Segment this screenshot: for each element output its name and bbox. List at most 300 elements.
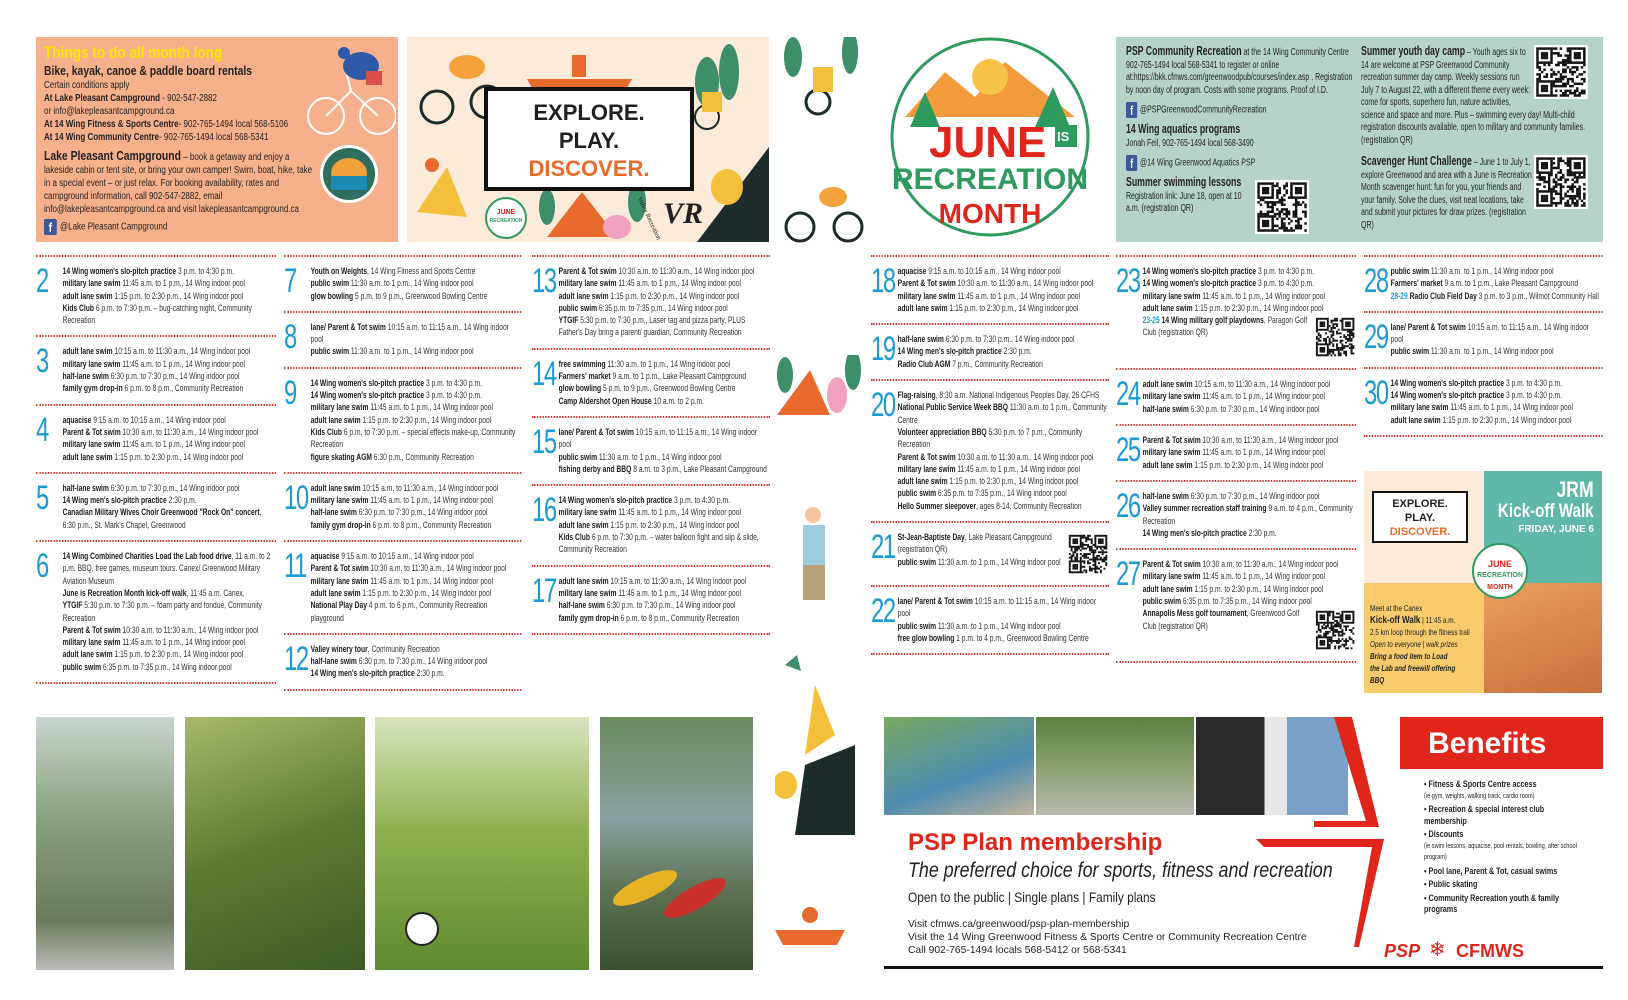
event-name: military lane swim <box>62 278 121 290</box>
event-name: Valley winery tour <box>310 643 368 655</box>
event-details: 6:30 p.m., Community Recreation <box>371 451 474 463</box>
qr-code-holder <box>1534 155 1592 217</box>
event-name: Flag-raising <box>897 390 936 402</box>
event-entry <box>559 291 770 303</box>
event-details: 9:15 a.m. to 10:15 a.m., 14 Wing indoor pool <box>339 551 474 563</box>
event-details: 6:30 p.m. to 7:30 p.m., 14 Wing indoor pool <box>943 334 1075 346</box>
photo-kayaks <box>600 717 753 970</box>
event-details: 6:30 p.m. to 7:30 p.m., 14 Wing indoor pool <box>1188 403 1320 415</box>
event-entry <box>311 563 521 575</box>
event-name: Parent & Tot swim <box>897 451 956 463</box>
psp-plan-phone: Call 902-765-1494 locals 568-5412 or 568-5341 <box>908 945 1127 956</box>
event-details: 10:15 a.m. to 11:15 a.m., 14 Wing indoor pool <box>558 426 757 451</box>
event-details: 6:35 p.m. to 7:35 p.m., 14 Wing indoor pool <box>101 661 232 673</box>
event-details: 10:30 a.m. to 11:30 a.m., 14 Wing indoor pool <box>120 426 259 438</box>
divider <box>1116 661 1356 663</box>
event-entry <box>898 596 1109 621</box>
event-entry <box>898 501 1109 513</box>
event-entry <box>311 668 521 680</box>
event-name: Farmers' market <box>1390 278 1443 290</box>
kickoff-loop: 2.5 km loop through the fitness trail <box>1370 628 1470 637</box>
day-number: 27 <box>1116 559 1140 594</box>
event-name: military lane swim <box>62 637 121 649</box>
event-name: 14 Wing women's slo-pitch practice <box>1390 390 1505 402</box>
event-entry <box>1391 402 1603 414</box>
event-entry <box>311 390 521 402</box>
calendar-day <box>532 565 770 633</box>
calendar-column <box>532 255 770 635</box>
aquatics-facebook[interactable]: @14 Wing Greenwood Aquatics PSP <box>1140 157 1256 169</box>
event-entry <box>898 303 1109 315</box>
event-name: Parent & Tot swim <box>1142 559 1201 571</box>
event-entry <box>63 649 276 661</box>
campground-text: – book a getaway and enjoy a lakeside cabin or tent site, or bring your own camper! Swim, boat, hike, take in a special event – or just relax. For booking availability, rates and campground information, call 902-547-2882, email info@lakepleasantcampground.ca and visit lakepleasantcampground.ca <box>44 152 313 215</box>
event-details: 3 p.m. to 4:30 p.m. <box>1504 377 1562 389</box>
event-details: 3 p.m. to 4:30 p.m. <box>424 390 482 402</box>
calendar-day <box>284 311 521 367</box>
lake-email[interactable]: or info@lakepleasantcampground.ca <box>44 106 175 117</box>
event-entry <box>63 346 276 358</box>
event-name: aquacise <box>897 266 927 277</box>
event-entry <box>1143 447 1356 459</box>
event-details: 9 a.m. to 4 p.m., Community Recreation <box>1142 503 1353 527</box>
camping-hiking-illustration <box>775 355 870 955</box>
event-entry <box>63 452 276 464</box>
event-entry <box>311 452 521 464</box>
event-entry <box>559 576 770 588</box>
event-details: 2:30 p.m. <box>1246 527 1277 539</box>
event-name: military lane swim <box>62 439 121 451</box>
event-entry <box>1143 503 1356 528</box>
event-entry <box>63 303 276 328</box>
divider <box>532 633 770 635</box>
aquatics-contact: Jonah Feil, 902-765-1494 local 568-3490 <box>1126 137 1254 149</box>
event-details: 1:15 p.m. to 2:30 p.m., 14 Wing indoor pool <box>608 290 740 302</box>
event-details: 2:30 p.m. <box>1001 346 1032 358</box>
event-entry <box>63 495 276 507</box>
event-entry <box>898 359 1109 371</box>
event-entry <box>559 359 770 371</box>
bottom-rule <box>884 966 1603 969</box>
event-details: 6:35 p.m. to 7:35 p.m., 14 Wing indoor pool <box>936 488 1067 500</box>
event-name: Kids Club <box>62 302 94 314</box>
photo-family-soccer <box>375 717 589 970</box>
event-name: Farmers' market <box>558 371 611 383</box>
event-entry <box>898 452 1109 464</box>
event-name: aquacise <box>62 414 92 426</box>
event-entry <box>63 507 276 532</box>
calendar-day <box>1116 255 1356 368</box>
day-number: 29 <box>1364 321 1388 356</box>
event-name: public swim <box>62 661 102 673</box>
benefit-label: Discounts <box>1428 829 1464 839</box>
day-number: 8 <box>284 321 296 356</box>
event-entry <box>898 266 1109 278</box>
event-name: adult lane swim <box>897 476 948 488</box>
conditions: Certain conditions apply <box>44 80 130 91</box>
event-name: adult lane swim <box>897 302 948 314</box>
event-entry <box>559 452 770 464</box>
photo-family <box>884 717 1034 815</box>
event-entry <box>559 464 770 476</box>
calendar-day <box>871 379 1109 521</box>
event-details: 11:30 a.m. to 1 p.m., Community Centre <box>897 402 1107 426</box>
event-name: adult lane swim <box>1142 459 1193 471</box>
event-details: 9 a.m. to 1 p.m., Lake Pleasant Campground <box>1442 278 1579 290</box>
event-entry <box>559 495 770 507</box>
event-entry <box>898 427 1109 452</box>
event-entry <box>1143 291 1356 303</box>
event-entry <box>311 415 521 427</box>
event-name: family gym drop-in <box>310 519 371 531</box>
event-name: military lane swim <box>558 507 617 519</box>
slogan-explore: EXPLORE. <box>533 100 645 125</box>
benefit-item: • Fitness & Sports Centre access (ie gym, weights, walking track, cardio room) <box>1424 779 1584 802</box>
calendar-day <box>36 540 276 682</box>
calendar-day <box>36 255 276 335</box>
lake-label: At Lake Pleasant Campground <box>44 93 161 104</box>
explore-play-discover-banner <box>407 37 769 242</box>
event-entry <box>898 334 1109 346</box>
calendar-day <box>284 633 521 689</box>
aquatics-title: 14 Wing aquatics programs <box>1126 122 1241 136</box>
event-name: half-lane swim <box>1142 403 1189 415</box>
event-name: public swim <box>310 278 350 290</box>
calendar-day <box>284 540 521 633</box>
event-details: 11:45 a.m. to 1 p.m., 14 Wing indoor pool <box>955 290 1081 302</box>
calendar-day <box>532 255 770 348</box>
event-name: figure skating AGM <box>310 451 372 463</box>
event-entry <box>63 600 276 625</box>
event-details: 10:15 a.m. to 11:15 a.m., 14 Wing indoor pool <box>1390 321 1589 346</box>
badge-month: MONTH <box>1487 584 1513 591</box>
slogan-play: PLAY. <box>558 128 620 153</box>
event-details: 7 p.m., Community Recreation <box>950 358 1043 370</box>
event-name: lane/ Parent & Tot swim <box>1390 321 1466 333</box>
event-name: 14 Wing men's slo-pitch practice <box>62 495 167 507</box>
event-name: military lane swim <box>1142 571 1201 583</box>
event-entry <box>311 551 521 563</box>
fitness-phone: - 902-765-1494 local 568-5106 <box>178 119 289 130</box>
event-details: , Greenwood Golf Club (registration QR) <box>1142 608 1300 632</box>
event-name: half-lane swim <box>62 371 109 383</box>
kickoff-meet: Meet at the Canex <box>1370 604 1423 613</box>
event-entry <box>63 427 276 439</box>
event-entry <box>559 315 770 340</box>
lessons-text: Registration link: June 18, open at 10 a.m. (registration QR) <box>1126 190 1242 214</box>
facebook-icon: f <box>44 219 57 235</box>
event-name: glow bowling <box>310 290 354 302</box>
event-name: 14 Wing women's slo-pitch practice <box>1390 377 1505 389</box>
badge-recreation: RECREATION <box>1477 572 1523 579</box>
day-number: 28 <box>1364 266 1388 300</box>
benefit-item: • Public skating <box>1424 879 1478 889</box>
event-entry <box>559 600 770 612</box>
qr-code-icon[interactable] <box>1534 155 1588 209</box>
event-details: 1:15 p.m. to 2:30 p.m., 14 Wing indoor pool <box>112 649 244 661</box>
event-entry <box>1143 528 1356 540</box>
event-name: public swim <box>1390 266 1430 277</box>
logo-june: JUNE <box>929 118 1047 167</box>
facebook-icon: f <box>1126 155 1137 171</box>
event-details: 9 a.m. to 1 p.m., Lake Pleasant Campground <box>610 371 747 383</box>
calendar-column <box>1364 255 1603 437</box>
event-entry <box>311 483 521 495</box>
event-details: 1:15 p.m. to 2:30 p.m., 14 Wing indoor pool <box>112 290 244 302</box>
calendar-day <box>284 367 521 472</box>
event-details: 11:30 a.m. to 1 p.m., 14 Wing indoor pool <box>605 358 731 370</box>
calendar-day <box>871 255 1109 323</box>
event-details: 10:15 a.m. to 11:30 a.m., 14 Wing indoor pool <box>1192 379 1331 391</box>
facebook-handle[interactable]: @Lake Pleasant Campground <box>60 221 168 233</box>
event-name: National Play Day <box>310 600 367 612</box>
calendar-day <box>532 484 770 564</box>
event-name: Youth on Weights <box>310 266 368 277</box>
slogan-box <box>484 87 694 191</box>
psp-rec-title: PSP Community Recreation <box>1126 44 1242 58</box>
event-name: free glow bowling <box>897 632 955 644</box>
date-range: 23-25 <box>1142 315 1162 327</box>
event-details: 11:45 a.m. to 1 p.m., 14 Wing indoor pool <box>368 402 494 414</box>
calendar-day <box>1116 548 1356 661</box>
divider <box>284 689 521 691</box>
psp-plan-website[interactable]: Visit cfmws.ca/greenwood/psp-plan-membership <box>908 919 1130 930</box>
event-details: 11:45 a.m. to 1 p.m., 14 Wing indoor pool <box>616 278 742 290</box>
event-entry <box>1391 378 1603 390</box>
calendar-day <box>36 335 276 403</box>
event-details: 3 p.m. to 4:30 p.m. <box>672 495 730 507</box>
event-entry <box>63 359 276 371</box>
event-name: adult lane swim <box>62 346 113 358</box>
calendar-day <box>871 585 1109 653</box>
benefit-note: (ie gym, weights, walking track, cardio room) <box>1424 792 1535 800</box>
event-name: Valley summer recreation staff training <box>1142 503 1267 515</box>
event-entry <box>311 656 521 668</box>
day-number: 25 <box>1116 435 1140 470</box>
event-entry <box>311 588 521 600</box>
event-entry <box>63 371 276 383</box>
day-number: 23 <box>1116 266 1140 300</box>
event-entry <box>1391 278 1603 290</box>
event-details: 10:15 a.m. to 11:30 a.m., 14 Wing indoor pool <box>608 575 747 587</box>
event-name: family gym drop-in <box>558 612 619 624</box>
event-name: Annapolis Mess golf tournament <box>1142 608 1247 620</box>
psp-plan-options: Open to the public | Single plans | Family plans <box>908 889 1156 905</box>
event-name: adult lane swim <box>1142 379 1193 391</box>
event-name: public swim <box>897 556 937 568</box>
event-details: 3 p.m. to 4:30 p.m. <box>424 377 482 389</box>
event-name: Parent & Tot swim <box>62 624 121 636</box>
kickoff-time: | 11:45 a.m. <box>1422 616 1456 625</box>
event-name: Radio Club Field Day <box>1409 290 1477 302</box>
logo-june: JUNE <box>496 209 516 216</box>
event-details: 6:35 p.m. to 7:35 p.m., 14 Wing indoor pool <box>1181 596 1312 608</box>
event-entry <box>311 644 521 656</box>
event-details: 2:30 p.m. <box>414 668 445 680</box>
event-entry <box>63 383 276 395</box>
kickoff-date: FRIDAY, JUNE 6 <box>1518 524 1594 535</box>
event-name: military lane swim <box>310 402 369 414</box>
event-details: 10:30 a.m. to 11:30 a.m., 14 Wing indoor pool <box>120 624 259 636</box>
event-details: 11:30 a.m. to 1 p.m., 14 Wing indoor pool <box>1429 346 1554 358</box>
logo-recreation: RECREATION <box>489 218 523 224</box>
day-number: 2 <box>36 266 48 300</box>
day-number: 24 <box>1116 379 1140 414</box>
day-number: 10 <box>284 482 308 517</box>
mini-slogan-box <box>1372 491 1468 543</box>
event-details: , 14 Wing Fitness and Sports Centre <box>367 266 476 277</box>
event-details: 5:30 p.m. to 7:30 p.m. – foam party and fondue, Community Recreation <box>62 600 262 624</box>
event-name: public swim <box>897 488 937 500</box>
day-number: 9 <box>284 377 296 412</box>
day-camp-title: Summer youth day camp <box>1361 44 1466 58</box>
day-number: 18 <box>871 266 895 300</box>
event-name: 14 Wing women's slo-pitch practice <box>558 495 673 507</box>
benefit-label: Public skating <box>1428 879 1478 889</box>
qr-code-icon[interactable] <box>1255 180 1309 234</box>
event-name: June is Recreation Month kick-off walk <box>62 587 187 599</box>
event-details: 1:15 p.m. to 2:30 p.m., 14 Wing indoor pool <box>360 414 492 426</box>
event-details: 1:15 p.m. to 2:30 p.m., 14 Wing indoor pool <box>608 519 740 531</box>
event-entry <box>1391 415 1603 427</box>
event-details: 11:30 a.m. to 1 p.m., 14 Wing indoor pool <box>936 556 1061 568</box>
event-entry <box>559 532 770 557</box>
event-details: 11:45 a.m. to 1 p.m., 14 Wing indoor pool <box>120 278 246 290</box>
event-name: lane/ Parent & Tot swim <box>897 596 973 608</box>
event-name: St-Jean-Baptiste Day <box>897 532 965 544</box>
event-entry <box>1143 559 1356 571</box>
event-entry <box>1143 491 1356 503</box>
date-range: 28-29 <box>1390 290 1410 302</box>
event-name: Volunteer appreciation BBQ <box>897 426 987 438</box>
event-entry <box>311 291 521 303</box>
event-details: 1:15 p.m. to 2:30 p.m., 14 Wing indoor pool <box>947 302 1079 314</box>
event-details: 10:30 a.m. to 11:30 a.m., 14 Wing indoor pool <box>368 563 507 575</box>
calendar-column <box>1116 255 1356 663</box>
day-number: 26 <box>1116 490 1140 525</box>
qr-code-icon[interactable] <box>1314 609 1356 651</box>
event-name: public swim <box>558 302 598 314</box>
event-entry <box>63 588 276 600</box>
event-entry <box>1143 391 1356 403</box>
event-name: half-lane swim <box>310 656 357 668</box>
benefits-list <box>1424 779 1584 918</box>
event-entry <box>1391 291 1603 303</box>
event-details: 6:30 p.m. to 7:30 p.m., 14 Wing indoor pool <box>108 482 240 494</box>
event-details: 10 a.m. to 2 p.m. <box>651 395 704 407</box>
badge-june: JUNE <box>1487 559 1512 569</box>
event-details: 6 p.m. to 7:30 p.m. – special effects make-up, Community Recreation <box>310 426 516 451</box>
event-name: 14 Wing men's slo-pitch practice <box>1142 527 1247 539</box>
event-entry <box>63 439 276 451</box>
calendar-column <box>36 255 276 684</box>
event-name: military lane swim <box>897 463 956 475</box>
divider <box>871 653 1109 655</box>
event-entry <box>559 303 770 315</box>
event-entry <box>63 551 276 588</box>
event-name: Parent & Tot swim <box>1142 435 1201 447</box>
event-name: half-lane swim <box>897 334 944 346</box>
event-details: 11:30 a.m. to 1 p.m., 14 Wing indoor pool <box>349 346 474 358</box>
scavenger-hunt-title: Scavenger Hunt Challenge <box>1361 154 1472 168</box>
benefit-label: Fitness & Sports Centre access <box>1428 779 1537 789</box>
wheelchair-cyclist-illustration <box>778 37 868 247</box>
day-number: 14 <box>532 358 556 393</box>
event-details: , Lake Pleasant Campground (registration QR) <box>897 532 1052 556</box>
event-entry <box>1143 266 1356 278</box>
event-details: 11:45 a.m. to 1 p.m., 14 Wing indoor pool <box>120 358 246 370</box>
event-entry <box>559 278 770 290</box>
event-name: half-lane swim <box>558 600 605 612</box>
event-name: 14 Wing women's slo-pitch practice <box>310 390 425 402</box>
event-name: military lane swim <box>897 290 956 302</box>
event-name: fishing derby and BBQ <box>558 463 632 475</box>
event-details: 11:45 a.m. to 1 p.m., 14 Wing indoor pool <box>1200 447 1326 459</box>
event-details: 11:30 a.m. to 1 p.m., 14 Wing indoor pool <box>349 278 474 290</box>
calendar-day <box>284 255 521 311</box>
psp-plan-tagline: The preferred choice for sports, fitness and recreation <box>908 859 1333 882</box>
fitness-label: At 14 Wing Fitness & Sports Centre <box>44 119 179 130</box>
kickoff-title-jrm: JRM <box>1556 477 1594 502</box>
event-entry <box>63 291 276 303</box>
qr-code-icon[interactable] <box>1067 533 1109 575</box>
event-name: adult lane swim <box>558 290 609 302</box>
kickoff-details <box>1370 603 1472 687</box>
mini-play: PLAY. <box>1404 512 1436 524</box>
event-details: 9:15 a.m. to 10:15 a.m., 14 Wing indoor pool <box>926 266 1061 277</box>
event-details: , 6:30 p.m., St. Mark's Chapel, Greenwood <box>62 507 262 531</box>
event-name: Parent & Tot swim <box>310 563 369 575</box>
event-details: 11:30 a.m. to 1 p.m., 14 Wing indoor pool <box>936 620 1061 632</box>
event-entry <box>1143 404 1356 416</box>
psp-plan-title: PSP Plan membership <box>908 829 1163 856</box>
event-entry <box>559 520 770 532</box>
event-entry <box>898 291 1109 303</box>
kickoff-title-walk: Kick-off Walk <box>1498 501 1594 522</box>
kickoff-walk-poster <box>1364 471 1602 693</box>
event-details: 10:30 a.m. to 11:30 a.m., 14 Wing indoor pool <box>1200 559 1339 571</box>
event-details: 5:30 p.m. to 7 p.m., Community Recreation <box>897 426 1083 451</box>
divider <box>1364 435 1603 437</box>
psp-community-recreation-panel <box>1116 37 1603 242</box>
psp-rec-facebook[interactable]: @PSPGreenwoodCommunityRecreation <box>1140 104 1267 116</box>
event-details: , ages 8-14, Community Recreation <box>975 500 1082 512</box>
calendar-day <box>1364 255 1603 311</box>
event-name: Parent & Tot swim <box>62 426 121 438</box>
event-details: 10:30 a.m. to 11:30 a.m., 14 Wing indoor pool <box>955 278 1094 290</box>
event-name: Camp Aldershot Open House <box>558 395 652 407</box>
event-details: , Paragon Golf Club (registration QR) <box>1142 315 1308 339</box>
psp-rec-text: at the 14 Wing Community Centre 902-765-1494 local 568-5341 to register or online at:https://bkk.cfmws.com/greenwoodpub/courses/index.asp . Registration by noon day of program. Costs with some programs. Proof of I.D. <box>1126 47 1353 96</box>
event-entry <box>1143 596 1356 608</box>
event-details: 6 p.m. to 7:30 p.m. – bug-catching night, Community Recreation <box>62 302 252 327</box>
event-entry <box>311 402 521 414</box>
qr-code-icon[interactable] <box>1314 316 1356 358</box>
event-details: 5 p.m. to 9 p.m., Greenwood Bowling Centre <box>601 383 736 395</box>
event-entry <box>898 278 1109 290</box>
event-details: 11:45 a.m. to 1 p.m., 14 Wing indoor pool <box>1200 571 1326 583</box>
event-details: 6 p.m. to 8 p.m., Community Recreation <box>122 383 244 395</box>
day-number: 20 <box>871 390 895 425</box>
day-number: 17 <box>532 575 556 610</box>
qr-code-icon[interactable] <box>1534 45 1588 99</box>
event-name: 14 Wing military golf playdowns <box>1161 315 1264 327</box>
event-details: 11:45 a.m. to 1 p.m., 14 Wing indoor pool <box>368 575 494 587</box>
event-entry <box>311 576 521 588</box>
event-name: adult lane swim <box>1390 414 1441 426</box>
event-details: 10:30 a.m. to 11:30 a.m., 14 Wing indoor pool <box>1200 435 1339 447</box>
event-details: 6:30 p.m. to 7:30 p.m., 14 Wing indoor pool <box>356 507 488 519</box>
